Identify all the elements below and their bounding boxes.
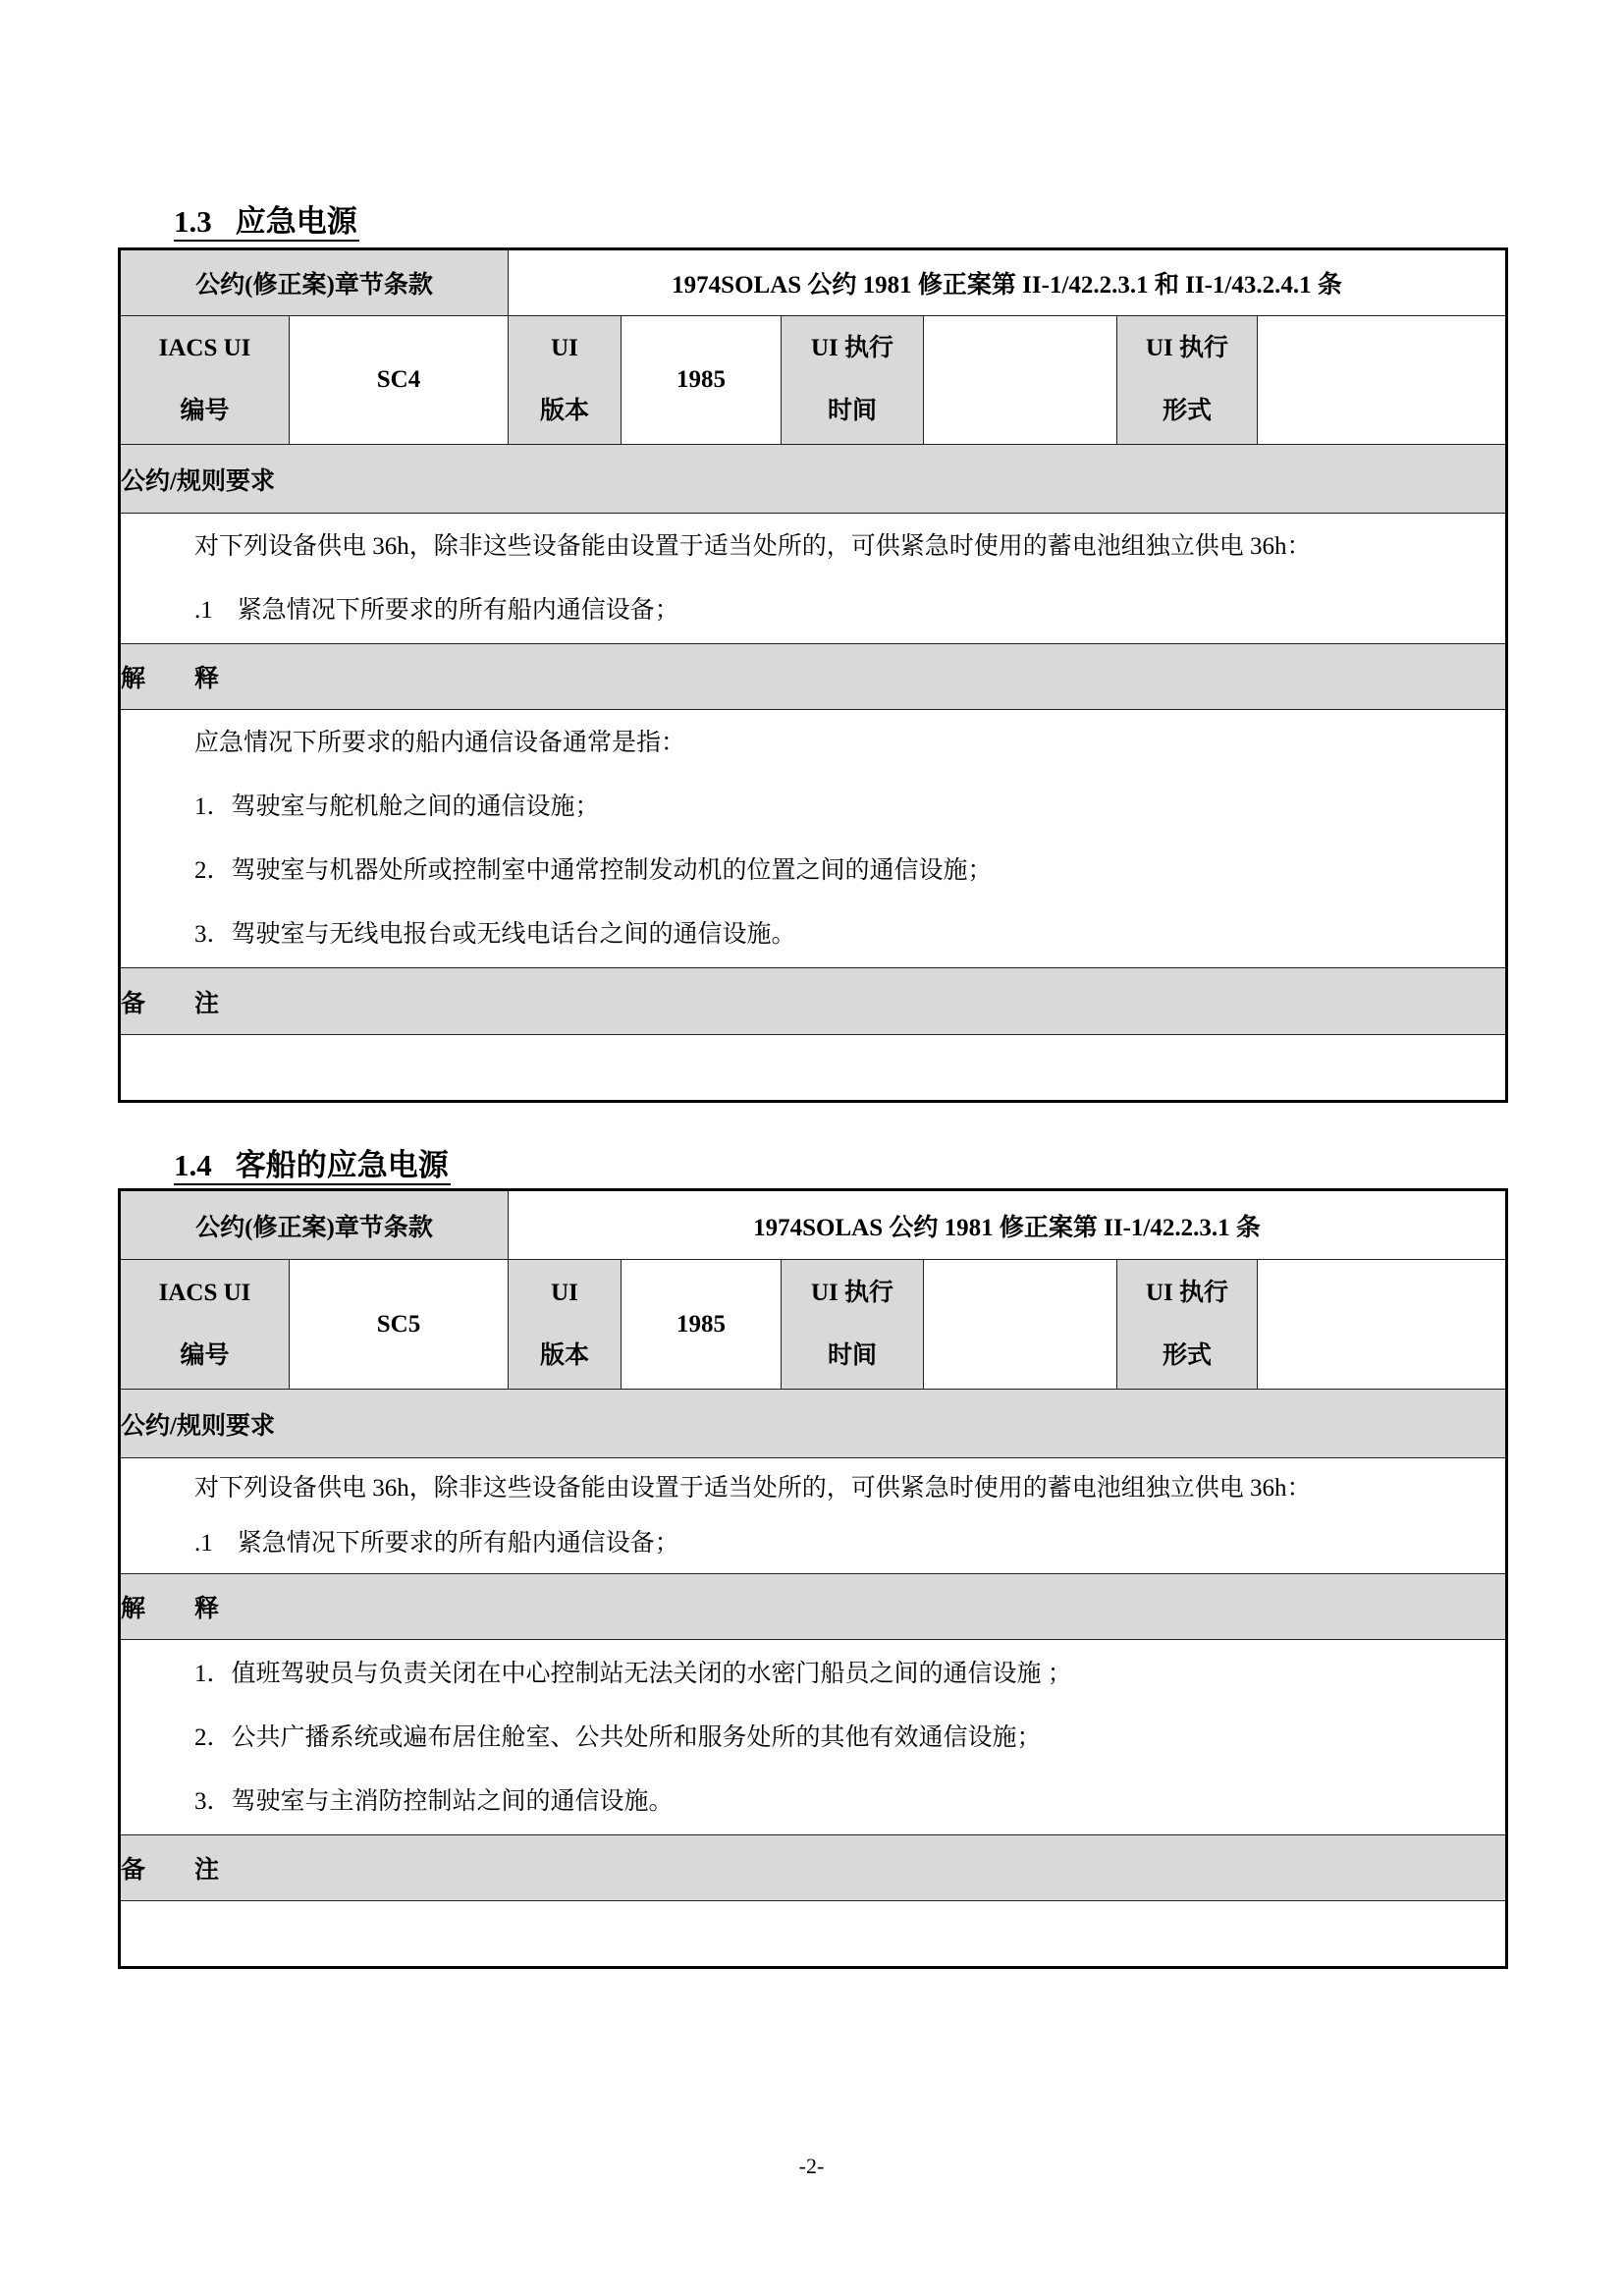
exec-time-label-line-2: 时间 xyxy=(827,1341,877,1369)
header-label-cell: 公约(修正案)章节条款 xyxy=(120,1190,509,1260)
iacs-label-line-2: 编号 xyxy=(180,398,230,424)
page-number: -2- xyxy=(798,2154,825,2178)
remarks-content xyxy=(120,1035,1507,1102)
exec-form-label-cell xyxy=(1117,1260,1258,1390)
requirements-line: .1 紧急情况下所要求的所有船内通信设备； xyxy=(194,597,679,624)
exec-form-label-line-2: 形式 xyxy=(1162,398,1212,424)
interpretation-content xyxy=(120,710,1507,968)
version-label-line-1: UI xyxy=(551,335,578,361)
section-heading-1-4 xyxy=(174,1148,451,1185)
remarks-label: 备 注 xyxy=(120,1835,1507,1901)
iacs-value-cell: SC4 xyxy=(290,316,509,445)
exec-form-value-cell xyxy=(1258,316,1507,445)
section-title: 客船的应急电源 xyxy=(235,1148,449,1182)
version-label-line-2: 版本 xyxy=(539,1341,589,1369)
exec-form-label-line-2: 形式 xyxy=(1162,1341,1212,1369)
exec-form-value-cell xyxy=(1258,1260,1507,1390)
interpretation-line: 1．值班驾驶员与负责关闭在中心控制站无法关闭的水密门船员之间的通信设施 ； xyxy=(194,1660,1072,1687)
section-heading-1-3 xyxy=(174,204,359,242)
header-value-cell: 1974SOLAS 公约 1981 修正案第 II-1/42.2.3.1 条 xyxy=(509,1190,1507,1260)
interpretation-line: 3．驾驶室与无线电报台或无线电话台之间的通信设施。 xyxy=(194,921,796,948)
header-value-cell: 1974SOLAS 公约 1981 修正案第 II-1/42.2.3.1 和 II-1/43.2.4.1 条 xyxy=(509,249,1507,316)
requirements-content xyxy=(120,514,1507,644)
exec-form-label-cell xyxy=(1117,316,1258,445)
header-label-cell: 公约(修正案)章节条款 xyxy=(120,249,509,316)
exec-time-label-cell xyxy=(782,316,924,445)
requirements-label: 公约/规则要求 xyxy=(120,445,1507,514)
exec-time-label-cell xyxy=(782,1260,924,1390)
exec-form-label-line-1: UI 执行 xyxy=(1145,1279,1229,1306)
exec-time-value-cell xyxy=(924,316,1117,445)
requirements-label: 公约/规则要求 xyxy=(120,1390,1507,1458)
requirements-line: .1 紧急情况下所要求的所有船内通信设备； xyxy=(194,1529,679,1557)
version-label-cell xyxy=(509,316,622,445)
exec-time-label-line-2: 时间 xyxy=(827,398,877,424)
requirements-content xyxy=(120,1458,1507,1574)
interpretation-line: 1．驾驶室与舵机舱之间的通信设施； xyxy=(194,793,600,820)
iacs-label-line-1: IACS UI xyxy=(158,335,251,361)
iacs-label-cell xyxy=(120,1260,290,1390)
ui-table-sc5 xyxy=(118,1188,1508,1969)
interpretation-line: 3．驾驶室与主消防控制站之间的通信设施。 xyxy=(194,1787,674,1815)
iacs-label-line-2: 编号 xyxy=(180,1341,230,1369)
exec-time-label-line-1: UI 执行 xyxy=(810,1279,894,1306)
version-label-cell xyxy=(509,1260,622,1390)
interpretation-line: 2．公共广播系统或遍布居住舱室、公共处所和服务处所的其他有效通信设施； xyxy=(194,1723,1042,1751)
requirements-line: 对下列设备供电 36h，除非这些设备能由设置于适当处所的，可供紧急时使用的蓄电池组独立供电 36h： xyxy=(194,533,1312,560)
requirements-line: 对下列设备供电 36h，除非这些设备能由设置于适当处所的，可供紧急时使用的蓄电池组独立供电 36h： xyxy=(194,1474,1312,1502)
section-number: 1.3 xyxy=(174,204,212,239)
exec-time-label-line-1: UI 执行 xyxy=(810,335,894,361)
section-number: 1.4 xyxy=(174,1148,212,1182)
exec-form-label-line-1: UI 执行 xyxy=(1145,335,1229,361)
version-value-cell: 1985 xyxy=(622,316,782,445)
iacs-value-cell: SC5 xyxy=(290,1260,509,1390)
interpretation-line: 2．驾驶室与机器处所或控制室中通常控制发动机的位置之间的通信设施； xyxy=(194,857,993,884)
iacs-label-line-1: IACS UI xyxy=(158,1279,251,1306)
interpretation-label: 解 释 xyxy=(120,644,1507,710)
interpretation-line: 应急情况下所要求的船内通信设备通常是指： xyxy=(194,730,686,756)
section-title: 应急电源 xyxy=(235,204,357,239)
remarks-label: 备 注 xyxy=(120,968,1507,1035)
remarks-content xyxy=(120,1901,1507,1968)
version-label-line-2: 版本 xyxy=(539,398,589,424)
version-value-cell: 1985 xyxy=(622,1260,782,1390)
exec-time-value-cell xyxy=(924,1260,1117,1390)
version-label-line-1: UI xyxy=(551,1279,578,1306)
interpretation-label: 解 释 xyxy=(120,1574,1507,1640)
iacs-label-cell xyxy=(120,316,290,445)
interpretation-content xyxy=(120,1640,1507,1835)
ui-table-sc4 xyxy=(118,247,1508,1103)
